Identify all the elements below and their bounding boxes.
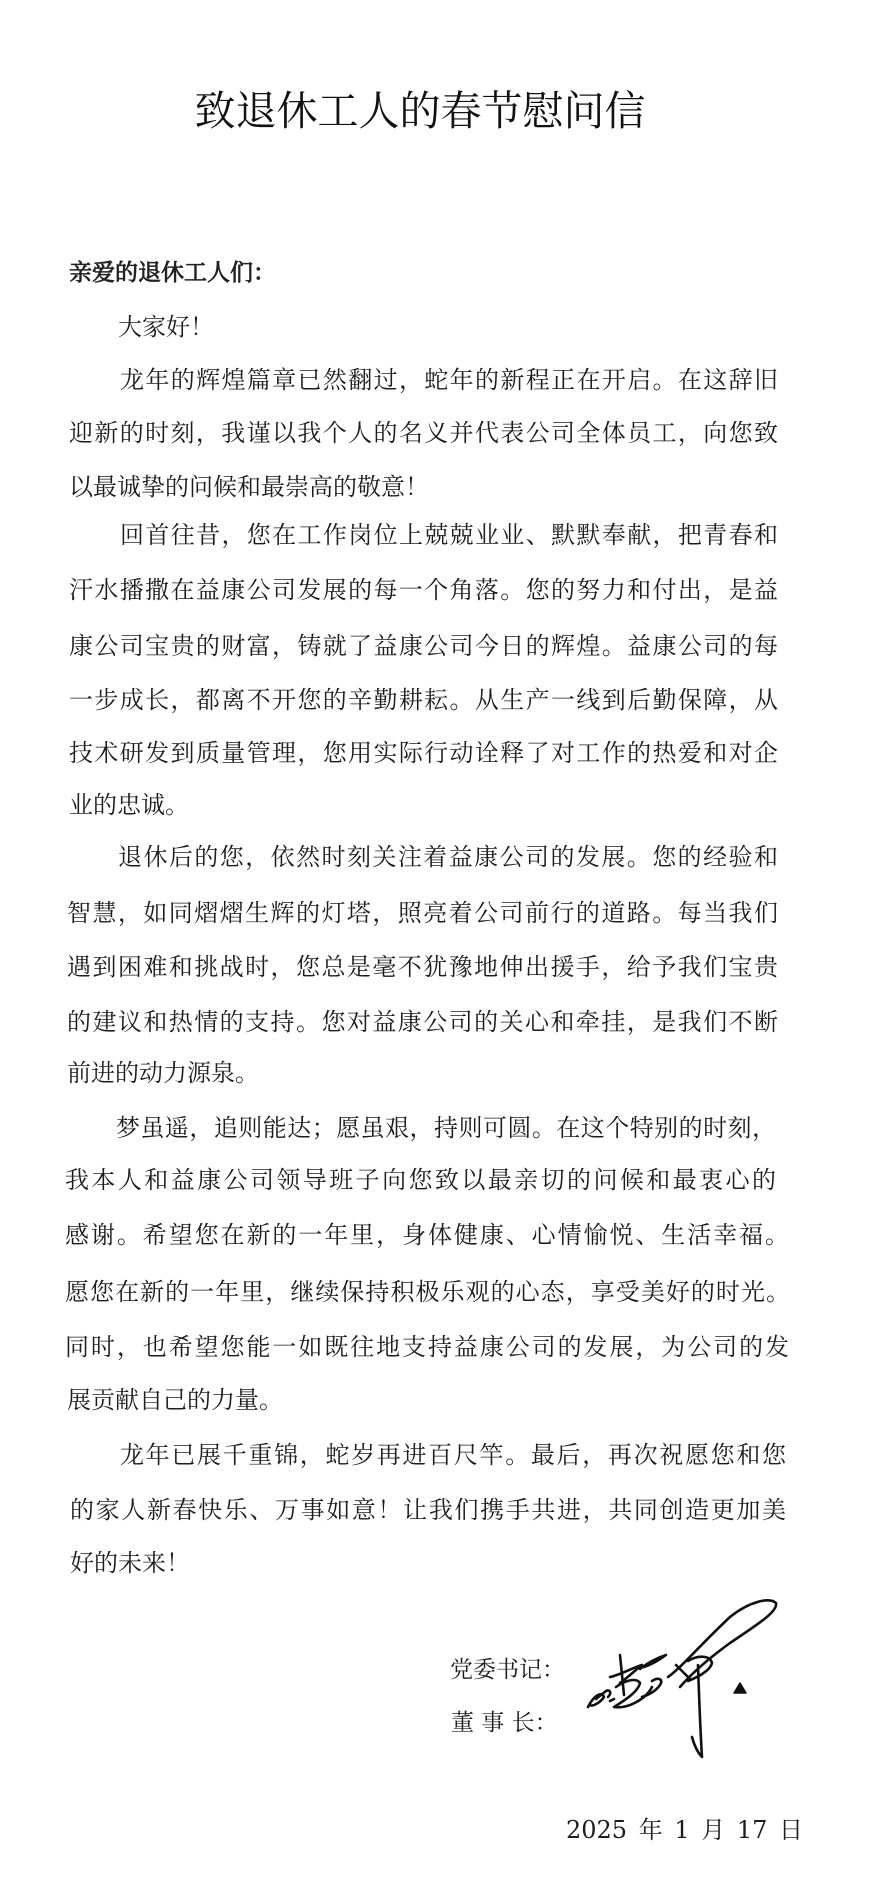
paragraph-line: 回首往昔，您在工作岗位上兢兢业业、默默奉献，把青春和 — [120, 521, 778, 549]
paragraph-line: 遇到困难和挑战时，您总是毫不犹豫地伸出援手，给予我们宝贵 — [67, 953, 778, 981]
paragraph-line: 智慧，如同熠熠生辉的灯塔，照亮着公司前行的道路。每当我们 — [67, 899, 778, 927]
paragraph-line: 一步成长，都离不开您的辛勤耕耘。从生产一线到后勤保障，从 — [69, 686, 778, 714]
paragraph-line: 迎新的时刻，我谨以我个人的名义并代表公司全体员工，向您致 — [69, 419, 778, 447]
salutation: 亲爱的退休工人们： — [69, 259, 276, 286]
paragraph-line: 前进的动力源泉。 — [67, 1059, 259, 1087]
paragraph-line: 以最诚挚的问候和最崇高的敬意！ — [69, 473, 429, 501]
paragraph-line: 业的忠诚。 — [69, 791, 189, 819]
paragraph-line: 的建议和热情的支持。您对益康公司的关心和牵挂，是我们不断 — [67, 1008, 778, 1036]
paragraph-line: 龙年已展千重锦，蛇岁再进百尺竿。最后，再次祝愿您和您 — [120, 1441, 786, 1469]
paragraph-line: 汗水播撒在益康公司发展的每一个角落。您的努力和付出，是益 — [69, 576, 778, 604]
paragraph-line: 梦虽遥，追则能达；愿虽艰，持则可圆。在这个特别的时刻， — [116, 1114, 776, 1142]
paragraph-line: 展贡献自己的力量。 — [67, 1386, 283, 1414]
paragraph-line: 康公司宝贵的财富，铸就了益康公司今日的辉煌。益康公司的每 — [69, 632, 778, 660]
paragraph-line: 同时，也希望您能一如既往地支持益康公司的发展，为公司的发 — [65, 1333, 789, 1361]
paragraph-line: 技术研发到质量管理，您用实际行动诠释了对工作的热爱和对企 — [69, 739, 778, 767]
paragraph-line: 退休后的您，依然时刻关注着益康公司的发展。您的经验和 — [118, 843, 778, 871]
signer-title-party-secretary: 党委书记： — [450, 1657, 565, 1683]
signer-title-chairman: 董 事 长： — [451, 1710, 558, 1736]
paragraph-line: 我本人和益康公司领导班子向您致以最亲切的问候和最衷心的 — [65, 1166, 776, 1194]
handwritten-signature — [580, 1595, 790, 1765]
paragraph-line: 感谢。希望您在新的一年里，身体健康、心情愉悦、生活幸福。 — [65, 1221, 789, 1249]
paragraph-line: 大家好！ — [118, 313, 214, 341]
letter-title: 致退休工人的春节慰问信 — [194, 87, 646, 135]
paragraph-line: 的家人新春快乐、万事如意！让我们携手共进，共同创造更加美 — [70, 1496, 786, 1524]
letter-date: 2025 年 1 月 17 日 — [566, 1816, 804, 1844]
paragraph-line: 龙年的辉煌篇章已然翻过，蛇年的新程正在开启。在这辞旧 — [120, 366, 778, 394]
paragraph-line: 好的未来！ — [70, 1549, 190, 1577]
paragraph-line: 愿您在新的一年里，继续保持积极乐观的心态，享受美好的时光。 — [65, 1278, 789, 1306]
